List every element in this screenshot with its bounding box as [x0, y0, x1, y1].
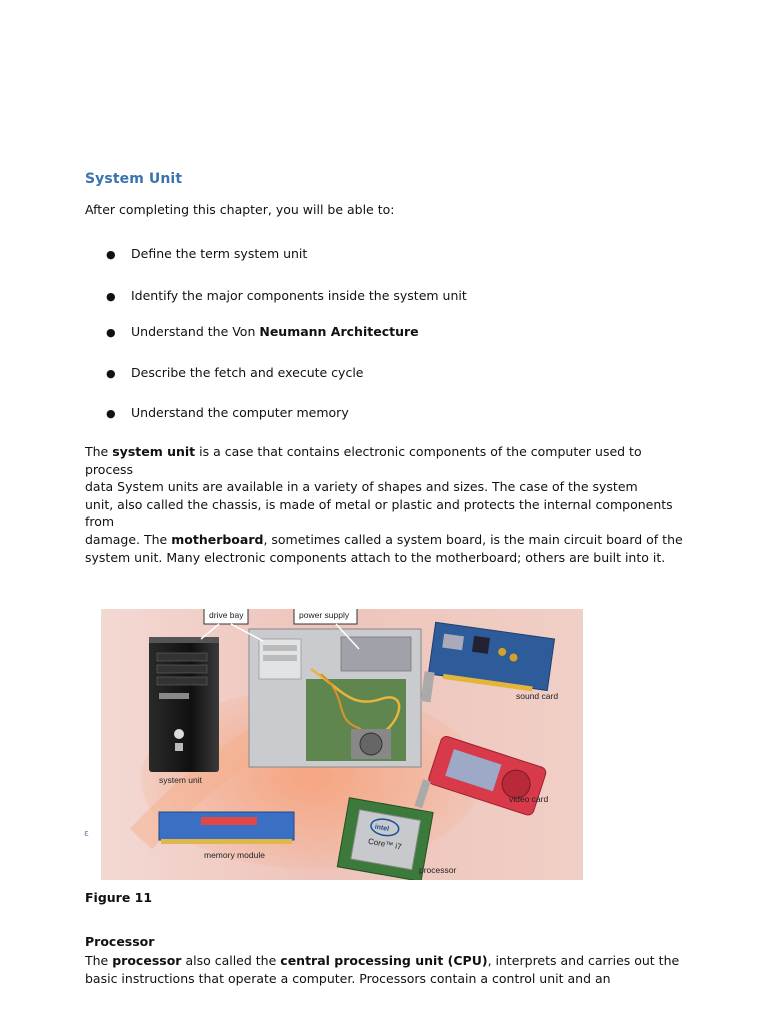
sound-card-icon — [421, 622, 555, 718]
system-unit-tower-icon — [149, 637, 219, 772]
list-item: ● Describe the fetch and execute cycle — [106, 365, 364, 380]
label-sound-card: sound card — [516, 691, 559, 701]
label-drive-bay: drive bay — [209, 610, 244, 620]
bullet-icon: ● — [106, 248, 116, 261]
intro-text: After completing this chapter, you will be able to: — [85, 202, 395, 217]
label-power-supply: power supply — [299, 610, 350, 620]
system-unit-paragraph: The system unit is a case that contains electronic components of the computer used to process data System units are available in a variety of shapes and sizes. The case of the system unit, also called the chassis, is made of metal or plastic and protects the internal components from damage. The motherboard, sometimes called a system board, is the main circuit board of the system unit. Many electronic components attach to the motherboard; others are built into it. — [85, 444, 683, 565]
system-unit-figure — [101, 609, 583, 880]
label-video-card: video card — [509, 794, 549, 804]
open-chassis-icon — [249, 629, 421, 767]
margin-mark: ε — [84, 829, 89, 839]
label-processor: processor — [419, 865, 457, 875]
components-illustration — [101, 609, 583, 880]
list-item: ● Understand the Von Neumann Architecture — [106, 324, 419, 339]
list-item: ● Identify the major components inside the system unit — [106, 288, 467, 303]
bullet-icon: ● — [106, 326, 116, 339]
list-item: ● Understand the computer memory — [106, 405, 349, 420]
bullet-icon: ● — [106, 290, 116, 303]
svg-text:Core™ i7: Core™ i7 — [367, 836, 403, 852]
processor-heading: Processor — [85, 934, 155, 949]
figure-caption: Figure 11 — [85, 890, 153, 905]
drive-bay-callout — [201, 609, 263, 641]
svg-text:intel: intel — [374, 823, 390, 834]
label-system-unit: system unit — [159, 775, 202, 785]
list-item: ● Define the term system unit — [106, 246, 308, 261]
processor-paragraph: The processor also called the central processing unit (CPU), interprets and carries out the basic instructions that operate a computer. Processors contain a control unit and an — [85, 953, 680, 986]
section-title: System Unit — [85, 171, 183, 187]
bullet-icon: ● — [106, 407, 116, 420]
memory-module-icon — [159, 812, 294, 844]
bullet-icon: ● — [106, 367, 116, 380]
label-memory-module: memory module — [204, 850, 265, 860]
